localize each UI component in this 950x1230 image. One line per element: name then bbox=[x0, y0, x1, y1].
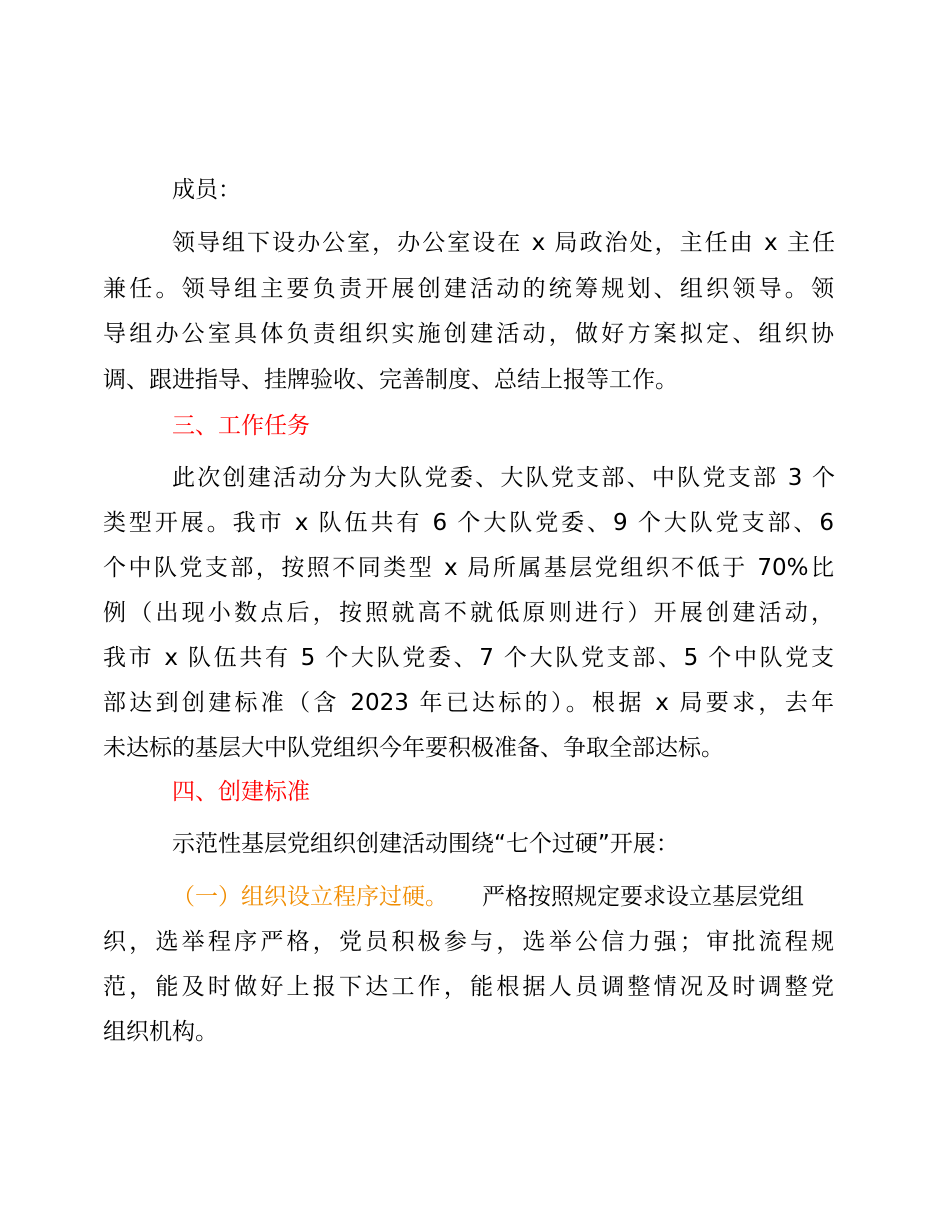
paragraph-text: 示范性基层党组织创建活动围绕“七个过硬”开展： bbox=[172, 831, 679, 857]
paragraph-text: 调、跟进指导、挂牌验收、完善制度、总结上报等工作。 bbox=[103, 367, 678, 393]
paragraph-text: 导组办公室具体负责组织实施创建活动，做好方案拟定、组织协 bbox=[103, 321, 834, 347]
heading-text: 三、工作任务 bbox=[172, 413, 310, 439]
paragraph-text: 例（出现小数点后，按照就高不就低原则进行）开展创建活动， bbox=[103, 600, 834, 626]
paragraph-text: 个中队党支部，按照不同类型 x 局所属基层党组织不低于 70%比 bbox=[103, 555, 834, 581]
paragraph-text: 兼任。领导组主要负责开展创建活动的统筹规划、组织领导。领 bbox=[103, 276, 834, 302]
item-text: 范，能及时做好上报下达工作，能根据人员调整情况及时调整党 bbox=[103, 974, 834, 1000]
item-text: 织，选举程序严格，党员积极参与，选举公信力强；审批流程规 bbox=[103, 929, 834, 955]
heading-text: 四、创建标准 bbox=[172, 779, 310, 805]
paragraph-text: 类型开展。我市 x 队伍共有 6 个大队党委、9 个大队党支部、6 bbox=[103, 510, 834, 536]
paragraph-text: 此次创建活动分为大队党委、大队党支部、中队党支部 3 个 bbox=[172, 465, 835, 491]
item-title: （一）组织设立程序过硬。 bbox=[172, 884, 448, 910]
paragraph-text: 领导组下设办公室，办公室设在 x 局政治处，主任由 x 主任 bbox=[172, 230, 835, 256]
paragraph-text: 部达到创建标准（含 2023 年已达标的）。根据 x 局要求，去年 bbox=[103, 690, 834, 716]
item-text: 组织机构。 bbox=[103, 1019, 218, 1045]
item-text: 严格按照规定要求设立基层党组 bbox=[482, 884, 804, 910]
paragraph-text: 我市 x 队伍共有 5 个大队党委、7 个大队党支部、5 个中队党支 bbox=[103, 645, 834, 671]
paragraph-text: 未达标的基层大中队党组织今年要积极准备、争取全部达标。 bbox=[103, 735, 724, 761]
members-label: 成员： bbox=[172, 177, 241, 203]
